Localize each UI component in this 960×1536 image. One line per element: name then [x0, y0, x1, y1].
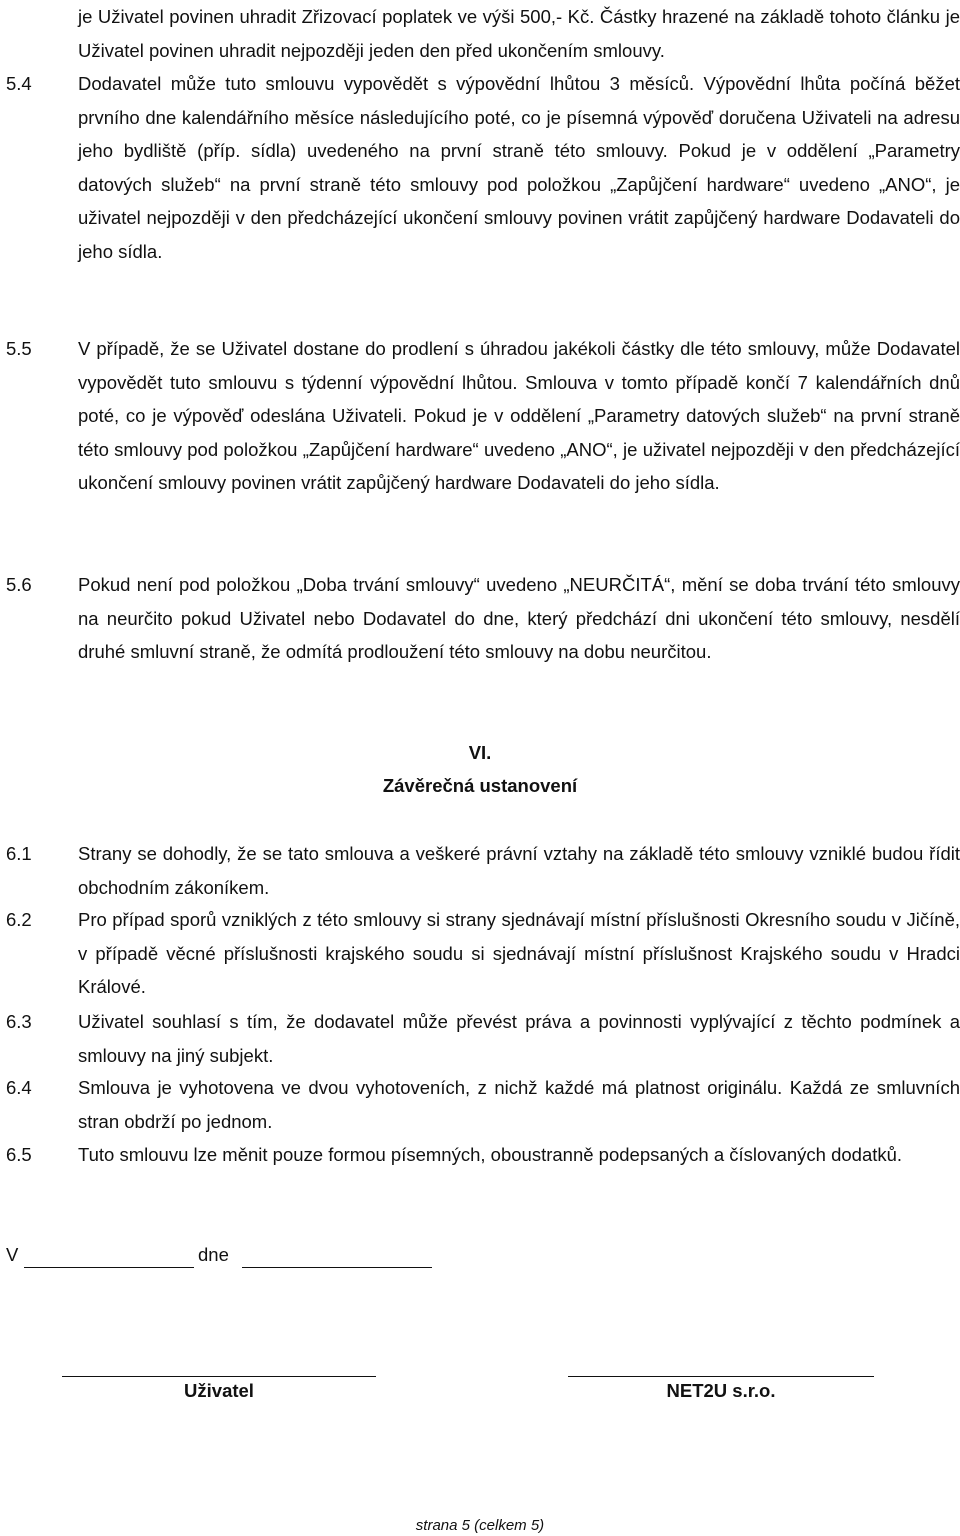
section-roman-numeral: VI.: [468, 742, 492, 763]
place-blank-line: [24, 1267, 194, 1268]
clause-text: V případě, že se Uživatel dostane do prodlení s úhradou jakékoli částky dle této smlouvy, může Dodavatel vypovědět tuto smlouvu s týdenní výpovědní lhůtou. Smlouva v tomto případě končí 7 kalendářních dnů poté, co je výpověď odeslána Uživateli. Pokud je v oddělení „Parametry datových služeb“ na první straně této smlouvy pod položkou „Zapůjčení hardware“ uvedeno „ANO“, je uživatel nejpozději v den předcházející ukončení smlouvy povinen vrátit zapůjčený hardware Dodavateli do jeho sídla.: [78, 338, 960, 493]
clause-text: Strany se dohodly, že se tato smlouva a veškeré právní vztahy na základě této smlouvy vzniklé budou řídit obchodním zákoníkem.: [78, 843, 960, 898]
date-label: dne: [198, 1244, 229, 1265]
provider-signature-line: [568, 1376, 874, 1377]
place-label: V: [6, 1244, 19, 1265]
clause-number: 6.2: [6, 909, 32, 930]
clause-text: Tuto smlouvu lze měnit pouze formou písemných, oboustranně podepsaných a číslovaných dodatků.: [78, 1144, 903, 1165]
clause-number: 5.4: [6, 73, 32, 94]
clause-number: 6.4: [6, 1077, 32, 1098]
clause-text: Smlouva je vyhotovena ve dvou vyhotoveních, z nichž každé má platnost originálu. Každá ze smluvních stran obdrží po jednom.: [78, 1077, 960, 1132]
user-signature-label: Uživatel: [184, 1380, 254, 1401]
user-signature-line: [62, 1376, 376, 1377]
page-footer: strana 5 (celkem 5): [415, 1517, 545, 1534]
date-blank-line: [242, 1267, 432, 1268]
clause-number: 6.5: [6, 1144, 32, 1165]
clause-text: Pro případ sporů vzniklých z této smlouvy si strany sjednávají místní příslušnosti Okresního soudu v Jičíně, v případě věcné příslušnosti krajského soudu si sjednávají místní příslušnost Krajského soudu v Hradci Králové.: [78, 909, 960, 997]
clause-number: 5.6: [6, 574, 32, 595]
clause-text: Uživatel souhlasí s tím, že dodavatel může převést práva a povinnosti vyplývající z těchto podmínek a smlouvy na jiný subjekt.: [78, 1011, 960, 1066]
clause-text: Pokud není pod položkou „Doba trvání smlouvy“ uvedeno „NEURČITÁ“, mění se doba trvání této smlouvy na neurčito pokud Uživatel nebo Dodavatel do dne, který předchází dni ukončení této smlouvy, nesdělí druhé smluvní straně, že odmítá prodloužení této smlouvy na dobu neurčitou.: [78, 574, 960, 662]
clause-number: 6.1: [6, 843, 32, 864]
clause-text: Dodavatel může tuto smlouvu vypovědět s výpovědní lhůtou 3 měsíců. Výpovědní lhůta počíná běžet prvního dne kalendářního měsíce následujícího poté, co je písemná výpověď doručena Uživateli na adresu jeho bydliště (příp. sídla) uvedeného na první straně této smlouvy. Pokud je v oddělení „Parametry datových služeb“ na první straně této smlouvy pod položkou „Zapůjčení hardware“ uvedeno „ANO“, je uživatel nejpozději v den předcházející ukončení smlouvy povinen vrátit zapůjčený hardware Dodavateli do jeho sídla.: [78, 73, 960, 262]
section-title: Závěrečná ustanovení: [382, 775, 578, 796]
intro-paragraph: je Uživatel povinen uhradit Zřizovací poplatek ve výši 500,- Kč. Částky hrazené na základě tohoto článku je Uživatel povinen uhradit nejpozději jeden den před ukončením smlouvy.: [78, 6, 960, 61]
provider-signature-label: NET2U s.r.o.: [666, 1380, 776, 1401]
clause-number: 6.3: [6, 1011, 32, 1032]
clause-number: 5.5: [6, 338, 32, 359]
